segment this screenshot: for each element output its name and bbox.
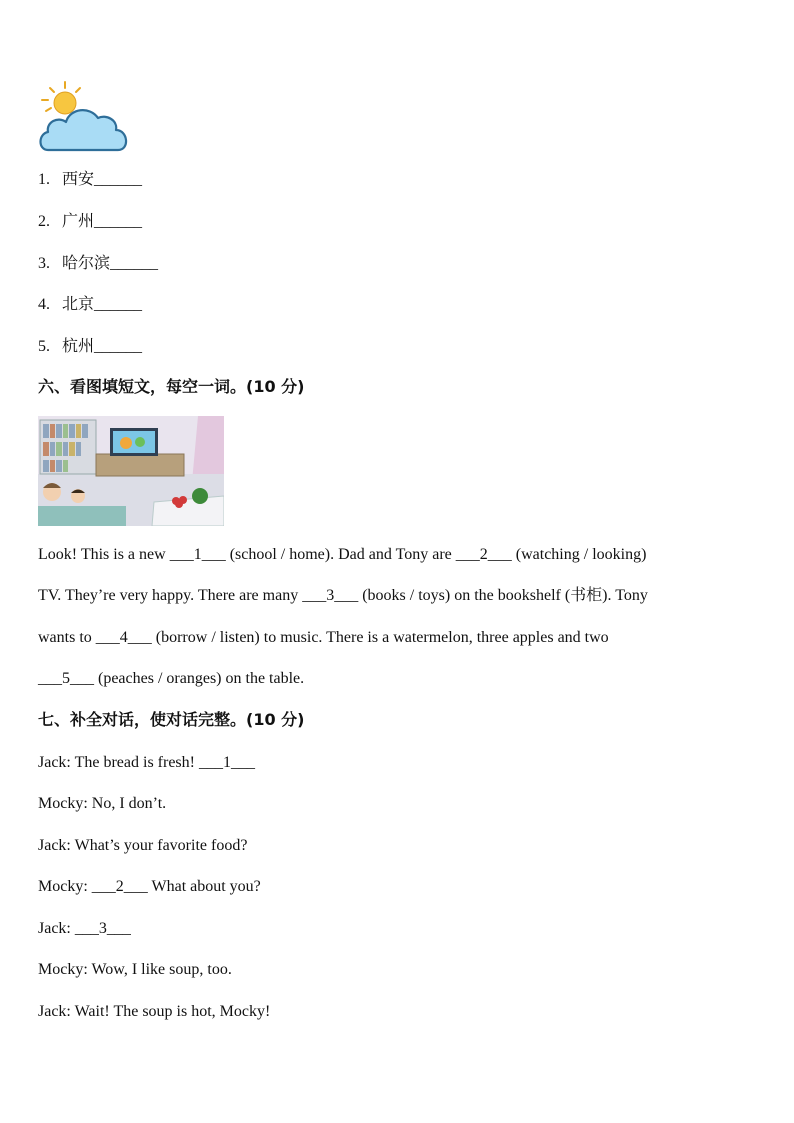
- city-name: 哈尔滨: [62, 255, 111, 272]
- list-item: [38, 295, 142, 315]
- passage-line: Look! This is a new ___1___ (school / home). Dad and Tony are ___2___ (watching / looking): [38, 546, 647, 563]
- item-number: 3.: [38, 255, 50, 272]
- answer-blank[interactable]: ______: [94, 338, 143, 355]
- city-name: 北京: [62, 296, 95, 313]
- passage-line: wants to ___4___ (borrow / listen) to music. There is a watermelon, three apples and two: [38, 629, 609, 646]
- dialogue-line: Jack: ___3___: [38, 920, 131, 937]
- living-room-illustration: [38, 416, 224, 526]
- item-number: 2.: [38, 213, 50, 230]
- passage-line: ___5___ (peaches / oranges) on the table.: [38, 670, 305, 687]
- answer-blank[interactable]: ______: [94, 171, 143, 188]
- city-name: 广州: [62, 213, 95, 230]
- passage-line: TV. They’re very happy. There are many ___3___ (books / toys) on the bookshelf (书柜). Tony: [38, 587, 648, 604]
- section-6-title: 六、看图填短文，每空一词。(10 分): [38, 377, 305, 396]
- item-number: 4.: [38, 296, 50, 313]
- list-item: [38, 254, 158, 274]
- dialogue-line: Jack: The bread is fresh! ___1___: [38, 754, 255, 771]
- dialogue-line: Jack: What’s your favorite food?: [38, 837, 248, 854]
- city-name: 西安: [62, 171, 95, 188]
- dialogue-line: Mocky: ___2___ What about you?: [38, 878, 261, 895]
- answer-blank[interactable]: ______: [94, 296, 143, 313]
- city-name: 杭州: [62, 338, 95, 355]
- item-number: 5.: [38, 338, 50, 355]
- section-7-title: 七、补全对话，使对话完整。(10 分): [38, 710, 305, 729]
- dialogue-line: Jack: Wait! The soup is hot, Mocky!: [38, 1003, 271, 1020]
- dialogue-line: Mocky: Wow, I like soup, too.: [38, 961, 232, 978]
- answer-blank[interactable]: ______: [94, 213, 143, 230]
- list-item: [38, 212, 142, 232]
- answer-blank[interactable]: ______: [110, 255, 159, 272]
- partly-cloudy-icon: [38, 78, 130, 154]
- list-item: [38, 337, 142, 357]
- list-item: [38, 170, 142, 190]
- item-number: 1.: [38, 171, 50, 188]
- dialogue-line: Mocky: No, I don’t.: [38, 795, 167, 812]
